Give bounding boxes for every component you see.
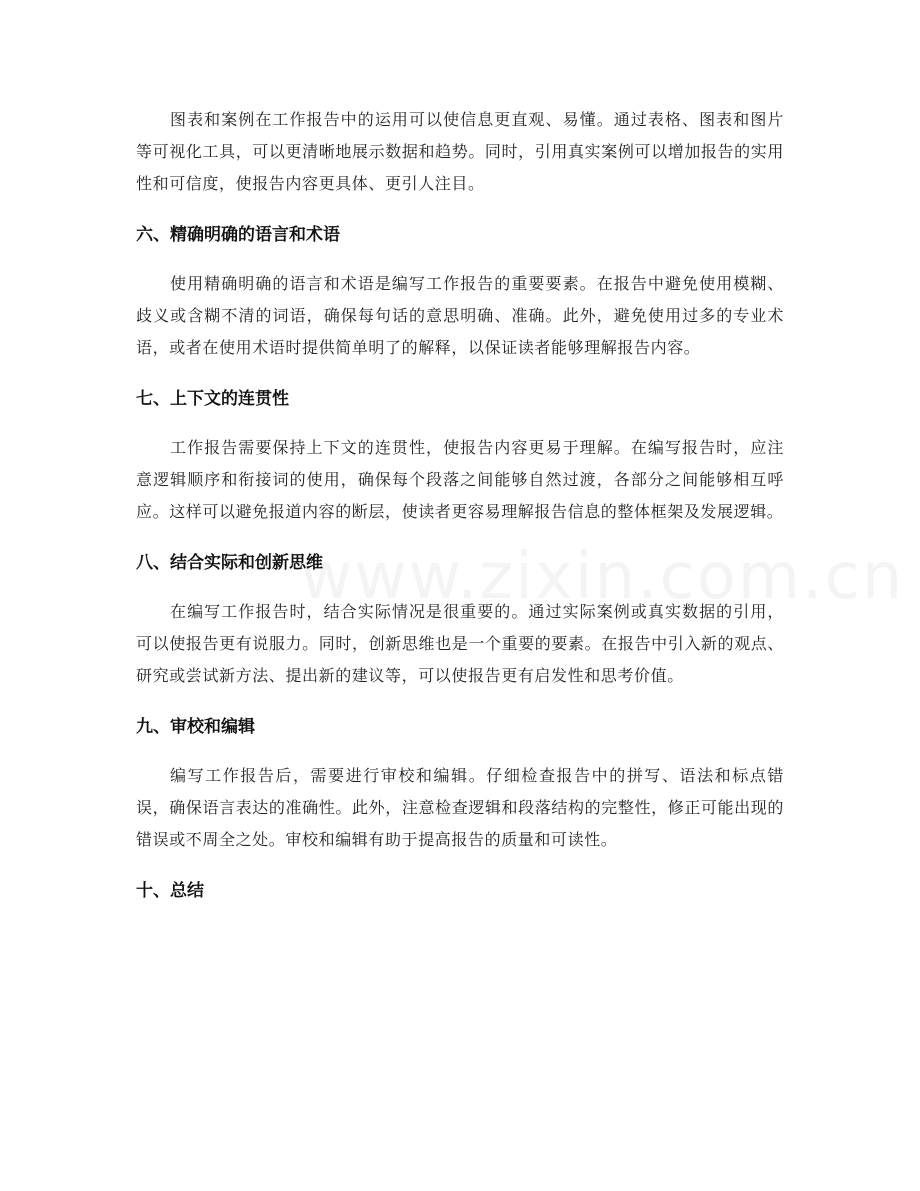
document-body (136, 104, 784, 904)
heading-section-8: 八、结合实际和创新思维 (136, 553, 323, 573)
paragraph-coherence: 工作报告需要保持上下文的连贯性，使报告内容更易于理解。在编写报告时，应注意逻辑顺序和衔接词的使用，确保每个段落之间能够自然过渡，各部分之间能够相互呼应。这样可以避免报道内容的断层，使读者更容易理解报告信息的整体框架及发展逻辑。 (136, 438, 784, 521)
heading-section-10: 十、总结 (136, 881, 204, 901)
paragraph-charts-cases: 图表和案例在工作报告中的运用可以使信息更直观、易懂。通过表格、图表和图片等可视化工具，可以更清晰地展示数据和趋势。同时，引用真实案例可以增加报告的实用性和可信度，使报告内容更具体、更引人注目。 (136, 110, 784, 193)
heading-section-9: 九、审校和编辑 (136, 717, 255, 737)
heading-section-7: 七、上下文的连贯性 (136, 389, 289, 409)
paragraph-review-editing: 编写工作报告后，需要进行审校和编辑。仔细检查报告中的拼写、语法和标点错误，确保语言表达的准确性。此外，注意检查逻辑和段落结构的完整性，修正可能出现的错误或不周全之处。审校和编辑有助于提高报告的质量和可读性。 (136, 766, 784, 849)
heading-section-6: 六、精确明确的语言和术语 (136, 225, 340, 245)
paragraph-precise-language: 使用精确明确的语言和术语是编写工作报告的重要要素。在报告中避免使用模糊、歧义或含糊不清的词语，确保每句话的意思明确、准确。此外，避免使用过多的专业术语，或者在使用术语时提供简单明了的解释，以保证读者能够理解报告内容。 (136, 274, 784, 357)
paragraph-practice-innovation: 在编写工作报告时，结合实际情况是很重要的。通过实际案例或真实数据的引用，可以使报告更有说服力。同时，创新思维也是一个重要的要素。在报告中引入新的观点、研究或尝试新方法、提出新的建议等，可以使报告更有启发性和思考价值。 (136, 602, 784, 685)
